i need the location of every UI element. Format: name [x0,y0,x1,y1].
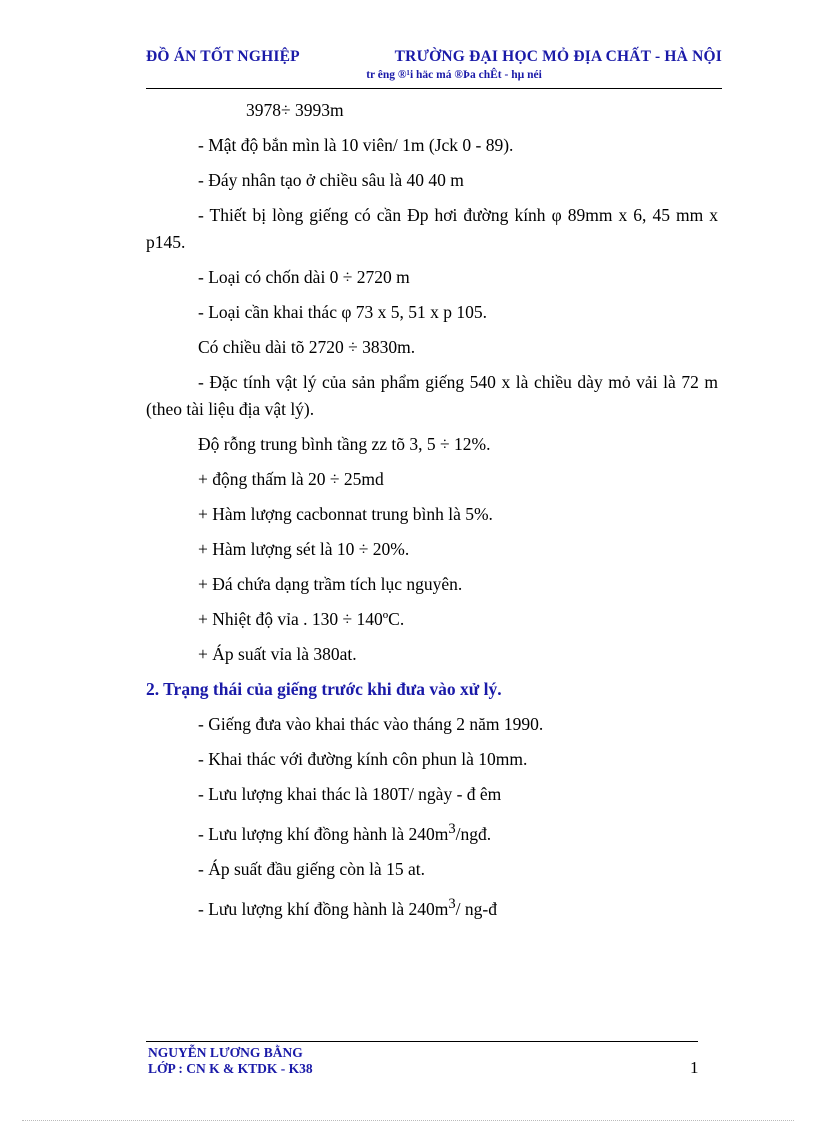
page-header [146,48,722,81]
paragraph: - Loại cần khai thác φ 73 x 5, 51 x p 105. [198,302,488,322]
paragraph: - Thiết bị lòng giếng có cần Đp hơi đường kính φ 89mm x 6, 45 mm x p145. [146,205,718,252]
paragraph: - Lưu lượng khai thác là 180T/ ngày - đ êm [198,784,502,804]
text-run: /ngđ. [455,823,492,844]
text-run: - Lưu lượng khí đồng hành là 240m [198,898,449,919]
paragraph: - Giếng đưa vào khai thác vào tháng 2 năm 1990. [198,714,544,734]
section-heading: 2. Trạng thái của giếng trước khi đưa vào xử lý. [146,679,502,699]
paragraph: - Loại có chốn dài 0 ÷ 2720 m [198,267,410,287]
document-body [146,97,718,931]
paragraph: + Hàm lượng sét là 10 ÷ 20%. [198,539,410,559]
header-thesis-title: ĐỒ ÁN TỐT NGHIỆP [146,48,300,65]
text-run: / ng-đ [455,898,497,919]
paragraph: Có chiều dài tõ 2720 ÷ 3830m. [198,337,416,357]
footer-class: LỚP : CN K & KTDK - K38 [148,1061,313,1076]
paragraph: + Hàm lượng cacbonnat trung bình là 5%. [198,504,493,524]
paragraph: + Áp suất vỉa là 380at. [198,644,357,664]
paragraph: - Đặc tính vật lý của sản phẩm giếng 540 x là chiều dày mỏ vải là 72 m (theo tài liệu địa vật lý). [146,372,718,419]
paragraph: Độ rỗng trung bình tầng zz tõ 3, 5 ÷ 12%. [198,434,491,454]
superscript: 3 [448,895,456,912]
header-row [146,48,722,66]
paragraph: - Mật độ bắn mìn là 10 viên/ 1m (Jck 0 - 89). [198,135,514,155]
header-subtitle: tr êng ®¹i häc má ®Þa chÊt - hµ néi [366,69,542,81]
page-footer [148,1045,700,1077]
header-university: TRƯỜNG ĐẠI HỌC MỎ ĐỊA CHẤT - HÀ NỘI [394,48,722,65]
text-run: - Lưu lượng khí đồng hành là 240m [198,823,449,844]
superscript: 3 [448,821,456,837]
paragraph: - Đáy nhân tạo ở chiều sâu là 40 40 m [198,170,464,190]
header-divider [146,88,722,89]
page-bottom-border [22,1120,794,1121]
paragraph: + Đá chứa dạng trầm tích lục nguyên. [198,574,463,594]
paragraph: + Nhiệt độ vỉa . 130 ÷ 140ºC. [198,609,405,629]
paragraph: - Áp suất đầu giếng còn là 15 at. [198,858,425,879]
footer-author: NGUYỄN LƯƠNG BẰNG [148,1045,303,1060]
footer-divider [146,1041,698,1042]
paragraph [146,891,718,923]
paragraph-depth-range: 3978÷ 3993m [246,100,344,120]
paragraph: - Khai thác với đường kính côn phun là 10mm. [198,749,528,769]
page-number: 1 [690,1058,699,1077]
paragraph: + động thấm là 20 ÷ 25md [198,469,384,489]
paragraph [146,816,718,848]
